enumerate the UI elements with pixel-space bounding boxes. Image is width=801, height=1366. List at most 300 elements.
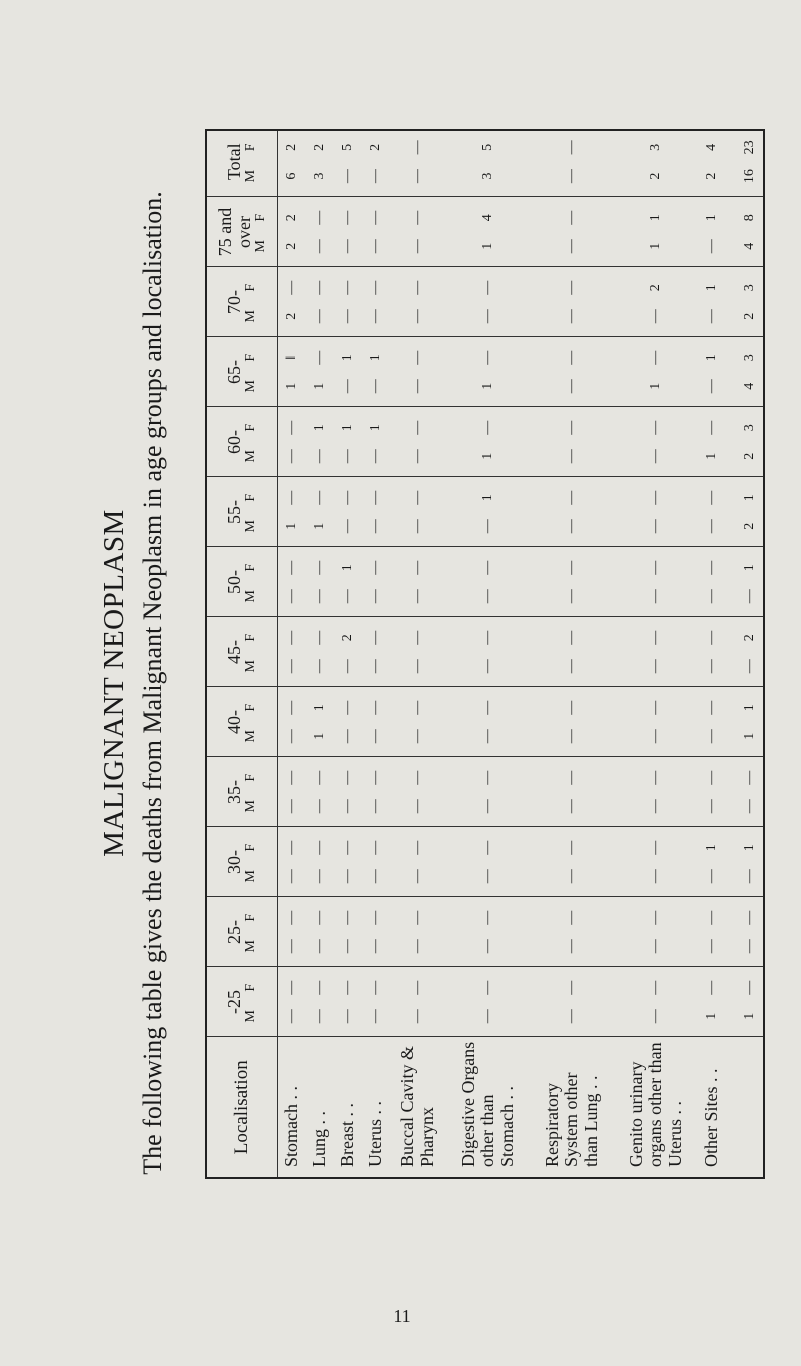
age-group-header (207, 337, 278, 407)
female-count: — (368, 630, 384, 645)
age-group-label: Total (224, 143, 245, 181)
male-count: — (284, 589, 300, 604)
male-count: — (741, 799, 757, 814)
male-count: 1 (284, 382, 300, 390)
count-cell (362, 337, 390, 407)
male-count: — (564, 869, 580, 884)
male-count: — (564, 519, 580, 534)
male-count: — (648, 869, 664, 884)
female-count: — (480, 700, 496, 715)
count-cell (306, 337, 334, 407)
female-count: — (312, 490, 328, 505)
female-count: — (284, 560, 300, 575)
female-count: — (368, 280, 384, 295)
count-cell (726, 687, 763, 757)
male-count: — (340, 309, 356, 324)
male-count: 1 (312, 522, 328, 530)
localisation-label: Respiratory System other than Lung . . (541, 1072, 602, 1167)
male-count: 1 (648, 242, 664, 250)
count-cell (390, 129, 446, 197)
count-cell (446, 197, 530, 267)
age-group-label: 40- (224, 710, 245, 734)
count-cell (334, 267, 362, 337)
male-count: — (410, 169, 426, 184)
count-cell (390, 547, 446, 617)
age-group-label: 60- (224, 430, 245, 454)
male-count: — (648, 729, 664, 744)
count-cell (530, 757, 614, 827)
sex-label-female: F (243, 563, 259, 572)
count-cell (446, 617, 530, 687)
page-number: 11 (393, 1306, 411, 1326)
female-count: — (368, 700, 384, 715)
female-count: — (410, 420, 426, 435)
female-count: 2 (340, 634, 356, 642)
count-cell (614, 337, 698, 407)
male-count: — (410, 729, 426, 744)
sex-labels (244, 618, 259, 687)
sex-labels (244, 548, 259, 617)
count-cell (306, 757, 334, 827)
female-count: — (340, 280, 356, 295)
localisation-label (726, 1037, 763, 1177)
sex-labels (244, 758, 259, 827)
count-cell (530, 967, 614, 1037)
female-count: — (648, 700, 664, 715)
sex-labels (254, 198, 269, 267)
male-count: — (368, 729, 384, 744)
male-count: — (410, 239, 426, 254)
count-cell (390, 197, 446, 267)
age-group-header (207, 827, 278, 897)
female-count: — (648, 630, 664, 645)
count-cell (726, 129, 763, 197)
female-count: — (340, 980, 356, 995)
female-count: 2 (741, 634, 757, 642)
count-cell (726, 477, 763, 547)
female-count: 3 (741, 354, 757, 362)
age-group-header (207, 897, 278, 967)
age-group-header (207, 267, 278, 337)
age-group-header (207, 757, 278, 827)
female-count: — (480, 770, 496, 785)
female-count: 1 (340, 564, 356, 572)
count-cell (334, 757, 362, 827)
male-count: — (704, 309, 720, 324)
sex-label-male: M (243, 940, 259, 953)
female-count: — (340, 700, 356, 715)
count-cell (446, 477, 530, 547)
count-cell (362, 477, 390, 547)
female-count: 4 (480, 214, 496, 222)
male-count: 1 (741, 1012, 757, 1020)
count-cell (362, 547, 390, 617)
female-count: — (312, 210, 328, 225)
male-count: — (480, 1009, 496, 1024)
count-cell (698, 827, 726, 897)
female-count: 3 (741, 284, 757, 292)
male-count: 2 (284, 242, 300, 250)
count-cell (530, 337, 614, 407)
sex-label-female: F (243, 633, 259, 642)
age-group-label: 50- (224, 570, 245, 594)
male-count: — (312, 1009, 328, 1024)
female-count: — (480, 420, 496, 435)
female-count: 1 (704, 844, 720, 852)
female-count: — (480, 630, 496, 645)
count-cell (306, 129, 334, 197)
sex-label-male: M (243, 870, 259, 883)
male-count: 1 (312, 382, 328, 390)
male-count: — (704, 519, 720, 534)
female-count: — (704, 560, 720, 575)
female-count: — (648, 350, 664, 365)
female-count: — (564, 630, 580, 645)
male-count: — (368, 169, 384, 184)
sex-labels (244, 828, 259, 897)
count-cell (362, 407, 390, 477)
sex-label-male: M (243, 660, 259, 673)
count-cell (278, 337, 307, 407)
count-cell (614, 129, 698, 197)
count-cell (726, 827, 763, 897)
count-cell (362, 757, 390, 827)
male-count: 1 (284, 522, 300, 530)
count-cell (278, 827, 307, 897)
female-count: — (410, 350, 426, 365)
male-count: 6 (284, 172, 300, 180)
sex-label-female: F (243, 283, 259, 292)
localisation-label: Uterus . . (365, 1101, 386, 1167)
count-cell (530, 897, 614, 967)
male-count: — (312, 939, 328, 954)
sex-label-female: F (243, 703, 259, 712)
female-count: — (648, 490, 664, 505)
age-group-header (207, 477, 278, 547)
count-cell (614, 547, 698, 617)
female-count: — (741, 770, 757, 785)
count-cell (614, 827, 698, 897)
table-row (614, 129, 698, 1177)
male-count: — (480, 659, 496, 674)
female-count: — (312, 560, 328, 575)
count-cell (446, 337, 530, 407)
male-count: — (704, 799, 720, 814)
female-count: — (284, 280, 300, 295)
female-count: — (410, 140, 426, 155)
count-cell (306, 617, 334, 687)
female-count: — (648, 840, 664, 855)
female-count: — (368, 840, 384, 855)
count-cell (446, 129, 530, 197)
female-count: — (564, 560, 580, 575)
female-count: — (648, 420, 664, 435)
count-cell (362, 967, 390, 1037)
table-row (698, 129, 726, 1177)
female-count: 2 (368, 143, 384, 151)
female-count: — (410, 840, 426, 855)
table-header-row (207, 129, 278, 1177)
male-count: — (368, 309, 384, 324)
count-cell (306, 967, 334, 1037)
female-count: 1 (741, 844, 757, 852)
male-count: — (368, 799, 384, 814)
male-count: 4 (741, 242, 757, 250)
male-count: — (648, 519, 664, 534)
male-count: — (648, 659, 664, 674)
count-cell (306, 897, 334, 967)
count-cell (530, 617, 614, 687)
female-count: — (410, 210, 426, 225)
male-count: 3 (312, 172, 328, 180)
count-cell (306, 267, 334, 337)
sex-labels (244, 898, 259, 967)
male-count: — (312, 659, 328, 674)
localisation-label: Stomach . . (281, 1086, 302, 1167)
count-cell (530, 407, 614, 477)
count-cell (390, 827, 446, 897)
male-count: 1 (704, 452, 720, 460)
female-count: — (312, 910, 328, 925)
male-count: — (312, 869, 328, 884)
male-count: — (368, 939, 384, 954)
count-cell (278, 617, 307, 687)
count-cell (362, 129, 390, 197)
female-count: — (704, 630, 720, 645)
count-cell (614, 617, 698, 687)
count-cell (390, 897, 446, 967)
count-cell (334, 687, 362, 757)
count-cell (530, 129, 614, 197)
female-count: — (410, 560, 426, 575)
male-count: — (480, 799, 496, 814)
count-cell (614, 477, 698, 547)
age-group-header (207, 407, 278, 477)
male-count: — (564, 589, 580, 604)
sex-label-male: M (243, 800, 259, 813)
male-count: 2 (741, 452, 757, 460)
table-row (334, 129, 362, 1177)
count-cell (530, 477, 614, 547)
male-count: — (648, 1009, 664, 1024)
male-count: — (564, 799, 580, 814)
female-count: — (410, 700, 426, 715)
female-count: 3 (741, 424, 757, 432)
male-count: 2 (284, 312, 300, 320)
sex-label-female: F (243, 983, 259, 992)
male-count: 4 (741, 382, 757, 390)
female-count: — (368, 490, 384, 505)
table-row (306, 129, 334, 1177)
female-count: — (564, 770, 580, 785)
age-group-header (207, 547, 278, 617)
female-count: 1 (704, 284, 720, 292)
sex-labels (244, 478, 259, 547)
female-count: — (564, 140, 580, 155)
male-count: — (312, 589, 328, 604)
count-cell (530, 687, 614, 757)
localisation-label: Other Sites . . (701, 1068, 722, 1167)
sex-label-female: F (243, 423, 259, 432)
female-count: 1 (480, 494, 496, 502)
count-cell (446, 897, 530, 967)
female-count: 5 (480, 143, 496, 151)
sex-labels (244, 268, 259, 337)
count-cell (334, 547, 362, 617)
count-cell (698, 897, 726, 967)
male-count: 3 (480, 172, 496, 180)
female-count: — (312, 630, 328, 645)
female-count: — (564, 280, 580, 295)
count-cell (726, 617, 763, 687)
sex-label-female: F (243, 843, 259, 852)
female-count: 1 (741, 564, 757, 572)
count-cell (530, 547, 614, 617)
male-count: 2 (704, 172, 720, 180)
count-cell (390, 757, 446, 827)
male-count: 2 (741, 312, 757, 320)
male-count: — (284, 729, 300, 744)
male-count: — (564, 729, 580, 744)
count-cell (334, 337, 362, 407)
female-count: — (741, 980, 757, 995)
female-count: — (340, 770, 356, 785)
male-count: 2 (648, 172, 664, 180)
age-group-header (207, 129, 278, 197)
count-cell (362, 897, 390, 967)
count-cell (306, 687, 334, 757)
localisation-label: Genito urinary organs other than Uterus . . (625, 1042, 686, 1167)
female-count: — (312, 350, 328, 365)
male-count: — (340, 939, 356, 954)
count-cell (726, 267, 763, 337)
male-count: — (704, 939, 720, 954)
count-cell (278, 477, 307, 547)
female-count: — (312, 980, 328, 995)
female-count: — (410, 280, 426, 295)
count-cell (726, 757, 763, 827)
count-cell (726, 967, 763, 1037)
count-cell (698, 547, 726, 617)
female-count: 1 (340, 354, 356, 362)
male-count: — (368, 239, 384, 254)
count-cell (698, 337, 726, 407)
male-count: — (564, 659, 580, 674)
table-caption: The following table gives the deaths from Malignant Neoplasm in age groups and localisation. (138, 191, 167, 1175)
female-count: 1 (340, 424, 356, 432)
female-count: — (368, 210, 384, 225)
male-count: — (312, 449, 328, 464)
sex-label-male: M (243, 380, 259, 393)
female-count: 2 (312, 143, 328, 151)
count-cell (530, 827, 614, 897)
neoplasm-table-frame (205, 129, 765, 1179)
male-count: — (704, 239, 720, 254)
sex-label-female: F (243, 773, 259, 782)
male-count: — (410, 659, 426, 674)
female-count: — (284, 770, 300, 785)
count-cell (698, 197, 726, 267)
female-count: 3 (648, 143, 664, 151)
female-count: 1 (741, 704, 757, 712)
count-cell (278, 967, 307, 1037)
female-count: — (340, 910, 356, 925)
male-count: — (284, 659, 300, 674)
male-count: — (410, 939, 426, 954)
male-count: — (340, 239, 356, 254)
female-count: — (368, 910, 384, 925)
female-count: — (340, 840, 356, 855)
male-count: — (340, 729, 356, 744)
female-count: 1 (312, 704, 328, 712)
female-count: — (284, 420, 300, 435)
localisation-label: Buccal Cavity & Pharynx (397, 1046, 438, 1167)
sex-label-female: F (243, 913, 259, 922)
female-count: 2 (284, 143, 300, 151)
male-count: — (368, 1009, 384, 1024)
count-cell (446, 827, 530, 897)
count-cell (306, 827, 334, 897)
female-count: — (368, 980, 384, 995)
female-count: — (480, 350, 496, 365)
female-count: ‖ (284, 355, 300, 360)
female-count: 1 (368, 354, 384, 362)
male-count: — (564, 169, 580, 184)
male-count: — (340, 659, 356, 674)
male-count: — (368, 869, 384, 884)
male-count: — (410, 589, 426, 604)
male-count: — (648, 799, 664, 814)
female-count: — (648, 560, 664, 575)
female-count: — (312, 280, 328, 295)
male-count: — (564, 379, 580, 394)
male-count: — (410, 309, 426, 324)
sex-labels (244, 688, 259, 757)
female-count: — (704, 490, 720, 505)
female-count: — (410, 770, 426, 785)
male-count: — (480, 589, 496, 604)
table-row (530, 129, 614, 1177)
female-count: 1 (704, 354, 720, 362)
sex-label-male: M (243, 310, 259, 323)
male-count: 1 (704, 1012, 720, 1020)
male-count: — (480, 729, 496, 744)
male-count: 16 (741, 169, 757, 184)
count-cell (614, 687, 698, 757)
male-count: — (480, 309, 496, 324)
male-count: 1 (312, 732, 328, 740)
count-cell (334, 407, 362, 477)
female-count: — (284, 700, 300, 715)
male-count: — (340, 1009, 356, 1024)
count-cell (446, 267, 530, 337)
localisation-label: Lung . . (309, 1111, 330, 1167)
table-row (278, 129, 307, 1177)
female-count: — (284, 490, 300, 505)
male-count: — (704, 729, 720, 744)
sex-label-female: F (252, 213, 268, 222)
female-count: — (564, 420, 580, 435)
count-cell (698, 267, 726, 337)
sex-labels (244, 968, 259, 1037)
count-cell (390, 267, 446, 337)
age-group-header (207, 617, 278, 687)
male-count: — (284, 799, 300, 814)
male-count: — (410, 449, 426, 464)
female-count: — (704, 420, 720, 435)
male-count: — (340, 449, 356, 464)
age-group-label: 35- (224, 780, 245, 804)
